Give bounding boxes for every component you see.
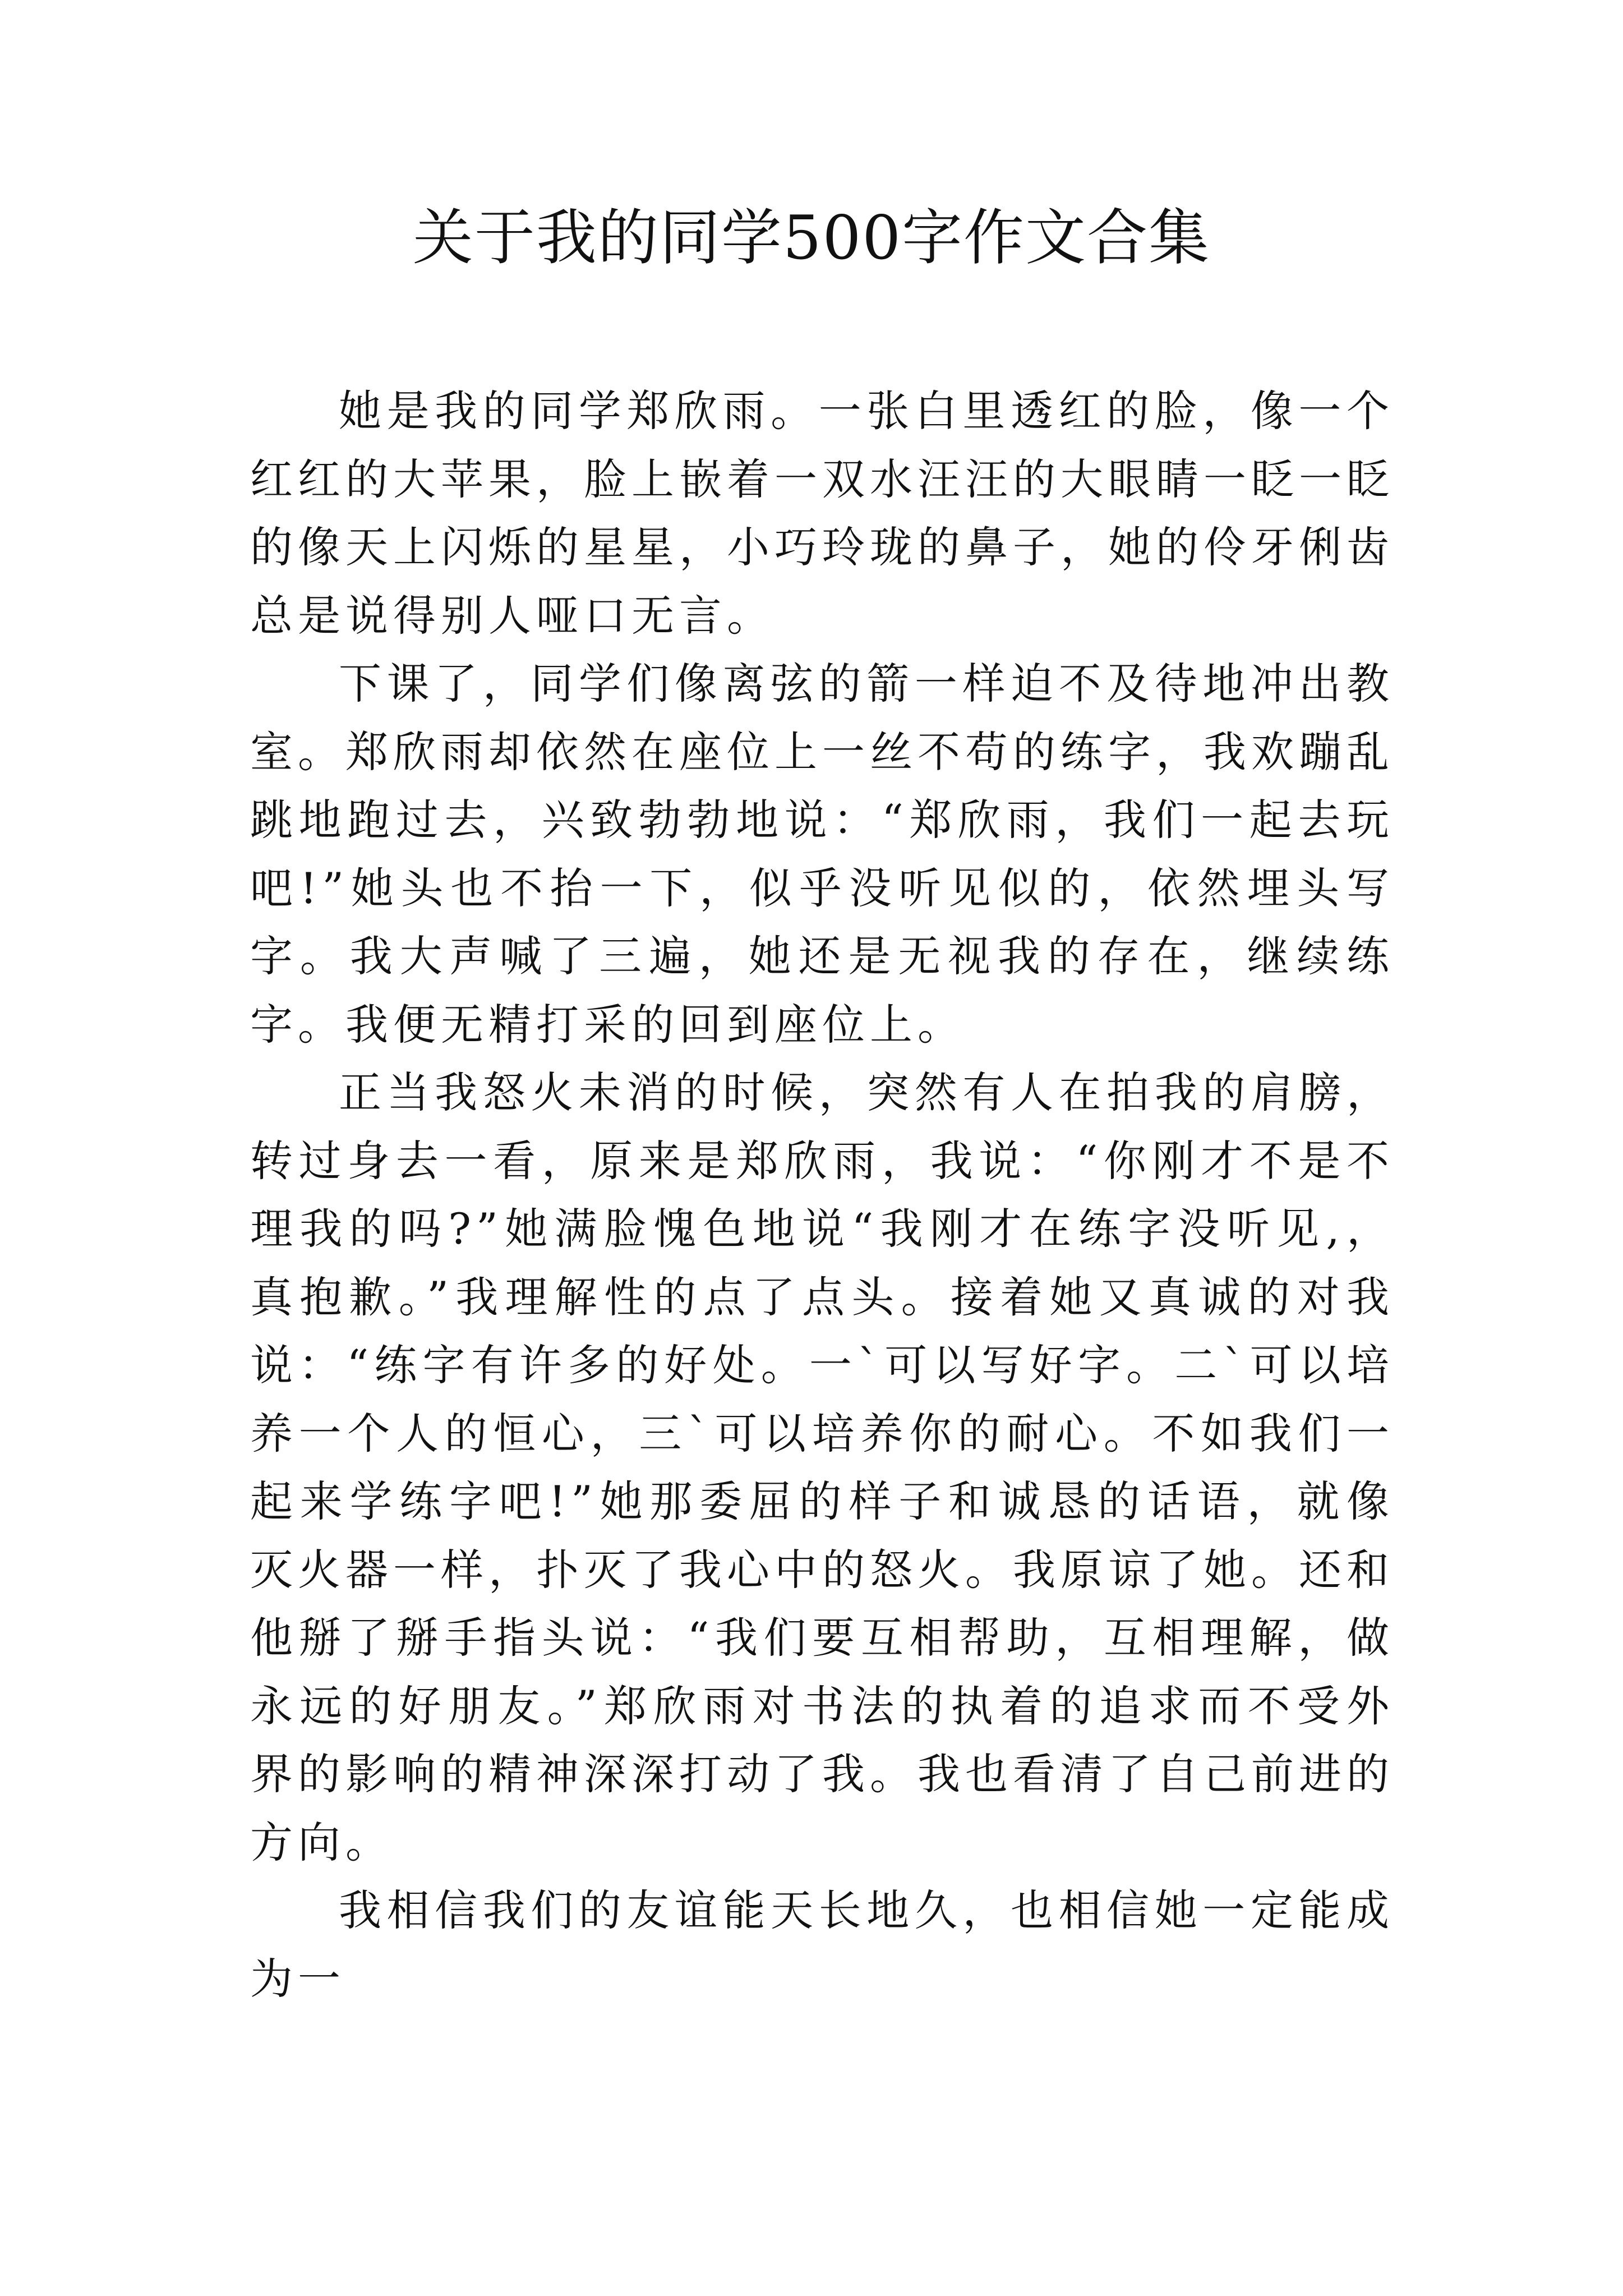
paragraph-2: 下课了，同学们像离弦的箭一样迫不及待地冲出教室。郑欣雨却依然在座位上一丝不苟的练字，我欢蹦乱跳地跑过去，兴致勃勃地说：“郑欣雨，我们一起去玩吧!”她头也不抬一下，似乎没听见似的，依然埋头写字。我大声喊了三遍，她还是无视我的存在，继续练字。我便无精打采的回到座位上。 <box>250 659 1394 1050</box>
document-body <box>250 377 1394 2013</box>
paragraph-3: 正当我怒火未消的时候，突然有人在拍我的肩膀，转过身去一看，原来是郑欣雨，我说：“你刚才不是不理我的吗?”她满脸愧色地说“我刚才在练字没听见,，真抱歉。”我理解性的点了点头。接着她又真诚的对我说：“练字有许多的好处。一`可以写好字。二`可以培养一个人的恒心，三`可以培养你的耐心。不如我们一起来学练字吧!”她那委屈的样子和诚恳的话语，就像灭火器一样，扑灭了我心中的怒火。我原谅了她。还和他掰了掰手指头说：“我们要互相帮助，互相理解，做永远的好朋友。”郑欣雨对书法的执着的追求而不受外界的影响的精神深深打动了我。我也看清了自己前进的方向。 <box>250 1068 1394 1867</box>
document-title: 关于我的同学500字作文合集 <box>412 203 1211 273</box>
paragraph-1: 她是我的同学郑欣雨。一张白里透红的脸，像一个红红的大苹果，脸上嵌着一双水汪汪的大眼睛一眨一眨的像天上闪烁的星星，小巧玲珑的鼻子，她的伶牙俐齿总是说得别人哑口无言。 <box>250 386 1394 641</box>
paragraph-4: 我相信我们的友谊能天长地久，也相信她一定能成为一 <box>250 1885 1394 2004</box>
